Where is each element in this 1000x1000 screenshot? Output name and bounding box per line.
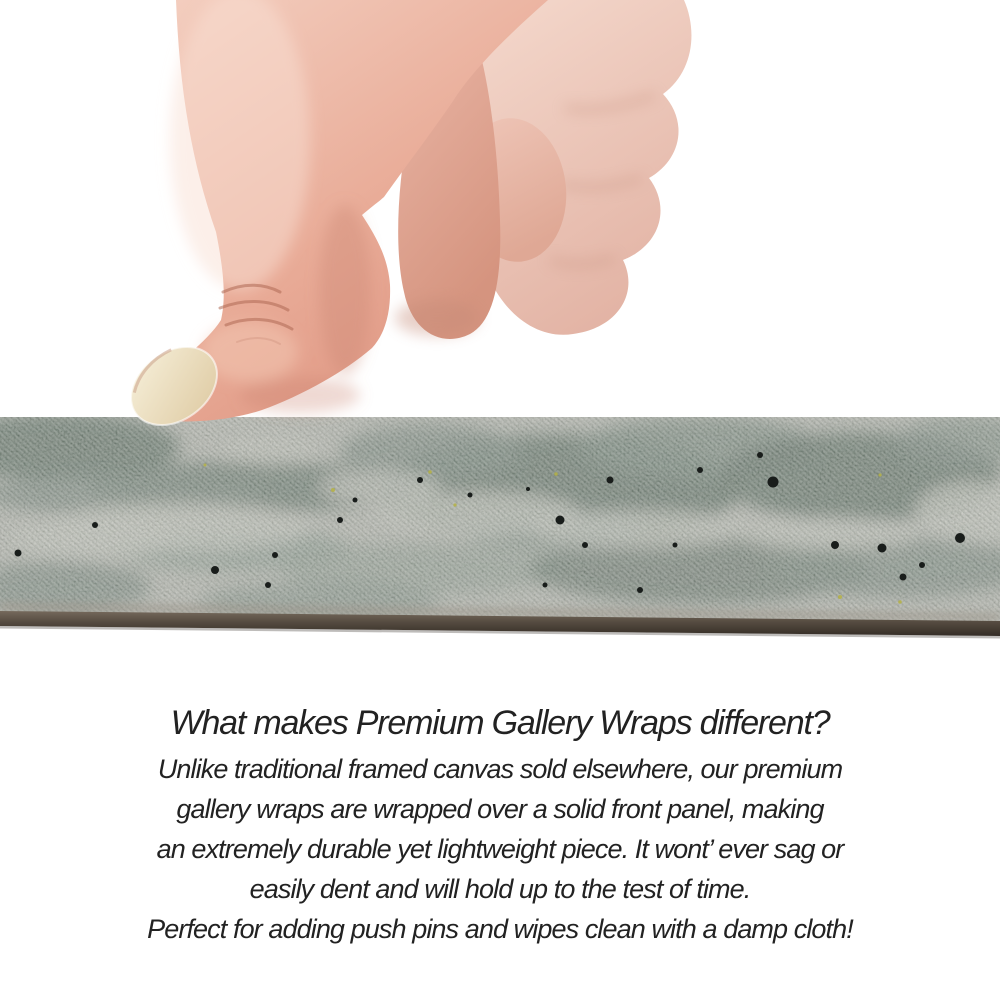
info-line-2: gallery wraps are wrapped over a solid front panel, making — [176, 794, 824, 824]
info-line-5: Perfect for adding push pins and wipes clean with a damp cloth! — [147, 914, 853, 944]
info-line-4: easily dent and will hold up to the test of time. — [249, 874, 751, 904]
canvas-weave — [0, 417, 1000, 623]
info-line-3: an extremely durable yet lightweight piece. It wont’ ever sag or — [156, 834, 844, 864]
info-text-block — [0, 701, 1000, 949]
hand-photo — [0, 0, 1000, 432]
info-heading: What makes Premium Gallery Wraps different? — [170, 704, 830, 742]
fingertip-shadow — [395, 300, 479, 336]
info-line-1: Unlike traditional framed canvas sold elsewhere, our premium — [157, 754, 843, 784]
canvas-texture — [0, 417, 1000, 645]
canvas-edge-strip — [0, 417, 1000, 645]
